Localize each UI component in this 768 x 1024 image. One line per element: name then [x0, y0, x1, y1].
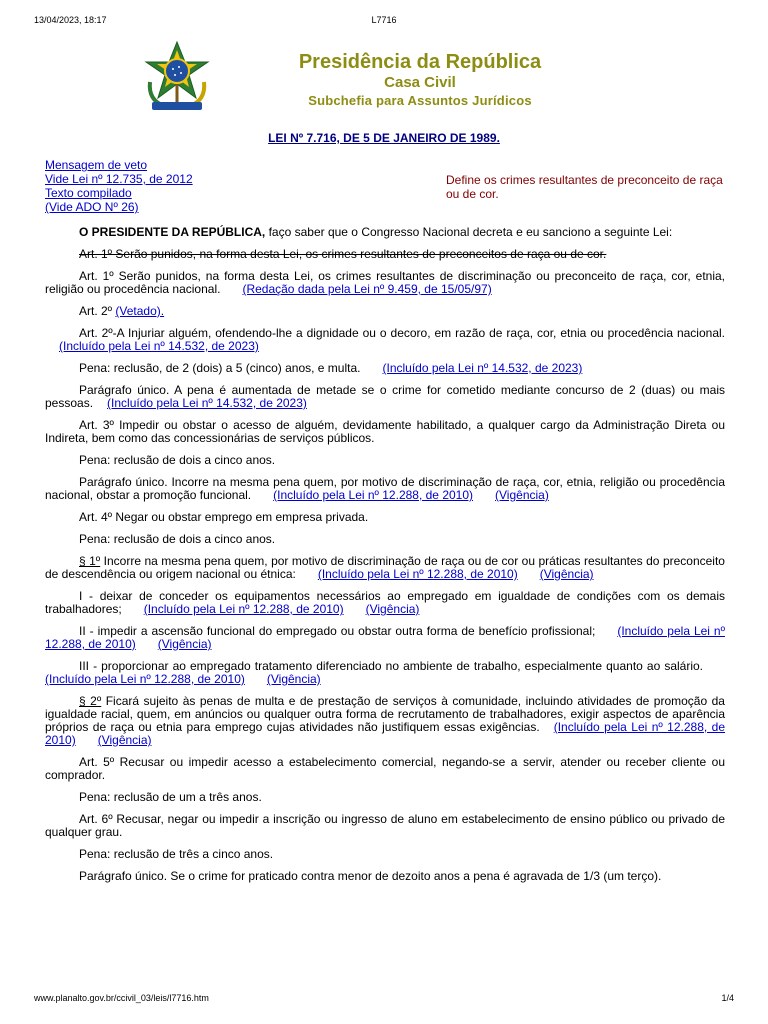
art3-pena: Pena: reclusão de dois a cinco anos. — [79, 453, 276, 467]
link-lei-14532-b[interactable]: (Incluído pela Lei nº 14.532, de 2023) — [382, 361, 583, 375]
link-vigencia-a[interactable]: (Vigência) — [495, 488, 549, 502]
link-lei-12288-f[interactable]: (Incluído pela Lei nº 12.288, de 2010) — [45, 720, 725, 747]
art4-par1 — [45, 555, 725, 581]
link-vigencia-c[interactable]: (Vigência) — [365, 602, 420, 616]
link-lei-12288-c[interactable]: (Incluído pela Lei nº 12.288, de 2010) — [143, 602, 344, 616]
art2a-paragrafo — [45, 384, 725, 410]
law-title-link[interactable]: LEI Nº 7.716, DE 5 DE JANEIRO DE 1989. — [268, 131, 500, 145]
inciso-i-text: I - deixar de conceder os equipamentos necessários ao empregado em igualdade de condições com os demais trabalhadores; — [45, 589, 725, 616]
art3: Art. 3º Impedir ou obstar o acesso de alguém, devidamente habilitado, a qualquer cargo da Administração Direta ou Indireta, bem como das concessionárias de serviços públicos. — [45, 418, 725, 445]
art5: Art. 5º Recusar ou impedir acesso a estabelecimento comercial, negando-se a servir, atender ou receber cliente ou comprador. — [45, 755, 725, 782]
link-vide-ado-26[interactable]: (Vide ADO Nº 26) — [45, 200, 139, 214]
art2-text: Art. 2º — [79, 304, 116, 318]
art2a-pena — [45, 362, 725, 375]
art2a-pena-text: Pena: reclusão, de 2 (dois) a 5 (cinco) anos, e multa. — [79, 361, 361, 375]
link-vigencia-f[interactable]: (Vigência) — [97, 733, 152, 747]
masthead-presidencia: Presidência da República — [298, 51, 542, 73]
art4-inciso-i — [45, 590, 725, 616]
art5-pena: Pena: reclusão de um a três anos. — [79, 790, 262, 804]
preamble-text: faço saber que o Congresso Nacional decreta e eu sanciono a seguinte Lei: — [265, 225, 673, 239]
link-texto-compilado[interactable]: Texto compilado — [45, 186, 132, 200]
print-footer — [34, 993, 734, 1003]
masthead — [230, 50, 610, 110]
art4-par1-symbol: § 1º — [79, 554, 101, 568]
art3-paragrafo — [45, 476, 725, 502]
art4-pena: Pena: reclusão de dois a cinco anos. — [79, 532, 276, 546]
art6: Art. 6º Recusar, negar ou impedir a inscrição ou ingresso de aluno em estabelecimento de ensino público ou privado de qualquer grau. — [45, 812, 725, 839]
print-datetime: 13/04/2023, 18:17 — [34, 15, 107, 25]
law-body — [45, 226, 725, 892]
print-url: www.planalto.gov.br/ccivil_03/leis/l7716.htm — [34, 993, 209, 1003]
link-vide-lei-12735[interactable]: Vide Lei nº 12.735, de 2012 — [45, 172, 193, 186]
inciso-iii-text: III - proporcionar ao empregado tratamento diferenciado no ambiente de trabalho, especialmente quanto ao salário. — [79, 659, 703, 673]
link-mensagem-de-veto[interactable]: Mensagem de veto — [45, 158, 148, 172]
art4-par2-symbol: § 2º — [79, 694, 102, 708]
art1-text: Art. 1º Serão punidos, na forma desta Lei, os crimes resultantes de discriminação ou preconceito de raça, cor, etnia, religião ou procedência nacional. — [45, 269, 725, 296]
link-lei-12288-b[interactable]: (Incluído pela Lei nº 12.288, de 2010) — [317, 567, 518, 581]
link-vigencia-b[interactable]: (Vigência) — [539, 567, 594, 581]
art4-inciso-ii — [45, 625, 725, 651]
art4-par2 — [45, 695, 725, 747]
link-vetado[interactable]: (Vetado). — [115, 304, 165, 318]
link-vigencia-d[interactable]: (Vigência) — [157, 637, 212, 651]
masthead-casa-civil: Casa Civil — [384, 74, 456, 91]
masthead-subchefia: Subchefia para Assuntos Jurídicos — [308, 93, 532, 108]
art6-pena: Pena: reclusão de três a cinco anos. — [79, 847, 274, 861]
art2a — [45, 327, 725, 353]
art4-par1-text: Incorre na mesma pena quem, por motivo de discriminação de raça ou de cor ou práticas resultantes do preconceito de descendência ou origem nacional ou étnica: — [45, 554, 725, 581]
link-vigencia-e[interactable]: (Vigência) — [266, 672, 321, 686]
art6-paragrafo: Parágrafo único. Se o crime for praticado contra menor de dezoito anos a pena é agravada de 1/3 (um terço). — [79, 869, 662, 883]
side-links — [45, 158, 193, 214]
art4: Art. 4º Negar ou obstar emprego em empresa privada. — [79, 510, 369, 524]
art1-revoked: Art. 1º Serão punidos, na forma desta Lei, os crimes resultantes de preconceitos de raça ou de cor. — [79, 247, 607, 261]
link-lei-12288-e[interactable]: (Incluído pela Lei nº 12.288, de 2010) — [45, 672, 245, 686]
coat-of-arms-icon — [142, 40, 212, 115]
preamble-bold: O PRESIDENTE DA REPÚBLICA, — [79, 225, 266, 239]
link-lei-14532-a[interactable]: (Incluído pela Lei nº 14.532, de 2023) — [59, 339, 259, 353]
print-page-number: 1/4 — [721, 993, 734, 1003]
inciso-ii-text: II - impedir a ascensão funcional do empregado ou obstar outra forma de benefício profissional; — [79, 624, 596, 638]
art4-inciso-iii — [45, 660, 725, 686]
link-lei-14532-c[interactable]: (Incluído pela Lei nº 14.532, de 2023) — [107, 396, 307, 410]
art1 — [45, 270, 725, 296]
link-lei-12288-d[interactable]: (Incluído pela Lei nº 12.288, de 2010) — [45, 624, 725, 651]
link-lei-9459[interactable]: (Redação dada pela Lei nº 9.459, de 15/05/97) — [242, 282, 492, 296]
link-lei-12288-a[interactable]: (Incluído pela Lei nº 12.288, de 2010) — [273, 488, 474, 502]
art2 — [45, 305, 725, 318]
print-page-title: L7716 — [371, 15, 397, 25]
art2a-paragrafo-text: Parágrafo único. A pena é aumentada de metade se o crime for cometido mediante concurso de 2 (duas) ou mais pessoas. — [45, 383, 725, 410]
preamble — [45, 226, 725, 239]
art3-paragrafo-text: Parágrafo único. Incorre na mesma pena quem, por motivo de discriminação de raça, cor, etnia, religião ou procedência nacional, obstar a promoção funcional. — [45, 475, 725, 502]
art4-par2-text: Ficará sujeito às penas de multa e de prestação de serviços à comunidade, incluindo atividades de promoção da igualdade racial, quem, em anúncios ou qualquer outra forma de recrutamento de trabalhadores, exigir aspectos de aparência próprios de raça ou etnia para emprego cujas atividades não justifiquem essas exigências. — [45, 694, 725, 734]
ementa: Define os crimes resultantes de preconceito de raça ou de cor. — [446, 173, 723, 201]
art2a-text: Art. 2º-A Injuriar alguém, ofendendo-lhe a dignidade ou o decoro, em razão de raça, cor, etnia ou procedência nacional. — [79, 326, 725, 340]
print-header — [34, 15, 734, 25]
